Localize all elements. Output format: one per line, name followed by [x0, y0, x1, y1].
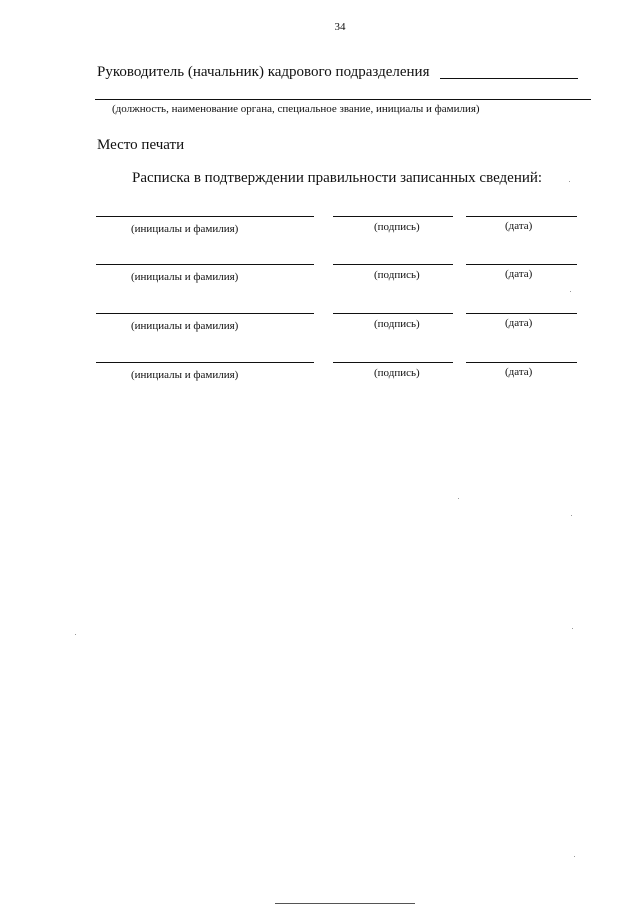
signature-blank-line: [333, 216, 453, 217]
date-caption: (дата): [505, 317, 533, 329]
name-caption: (инициалы и фамилия): [131, 320, 239, 332]
name-blank-line: [96, 216, 314, 217]
signature-caption: (подпись): [374, 221, 420, 233]
name-blank-line: [96, 362, 314, 363]
date-blank-line: [466, 313, 577, 314]
receipt-title: Расписка в подтверждении правильности записанных сведений:: [132, 170, 543, 186]
name-caption: (инициалы и фамилия): [131, 223, 239, 235]
name-caption: (инициалы и фамилия): [131, 271, 239, 283]
signature-row: [0, 264, 640, 294]
scan-speck: [574, 856, 575, 857]
date-blank-line: [466, 362, 577, 363]
position-caption: (должность, наименование органа, специальное звание, инициалы и фамилия): [112, 103, 480, 115]
signature-blank-line: [333, 362, 453, 363]
scan-speck: [570, 291, 571, 292]
head-of-hr-label: Руководитель (начальник) кадрового подразделения: [97, 64, 430, 80]
seal-place-label: Место печати: [97, 137, 185, 153]
signature-row: [0, 362, 640, 392]
scan-speck: [458, 498, 459, 499]
scan-speck: [75, 634, 76, 635]
date-caption: (дата): [505, 366, 533, 378]
scan-speck: [571, 515, 572, 516]
date-blank-line: [466, 264, 577, 265]
date-blank-line: [466, 216, 577, 217]
date-caption: (дата): [505, 220, 533, 232]
date-caption: (дата): [505, 268, 533, 280]
head-of-hr-blank-line: [440, 78, 578, 79]
signature-caption: (подпись): [374, 318, 420, 330]
signature-row: [0, 313, 640, 343]
signature-caption: (подпись): [374, 269, 420, 281]
name-caption: (инициалы и фамилия): [131, 369, 239, 381]
signature-row: [0, 216, 640, 246]
signature-blank-line: [333, 313, 453, 314]
signature-caption: (подпись): [374, 367, 420, 379]
scan-speck: [572, 628, 573, 629]
name-blank-line: [96, 264, 314, 265]
page-bottom-edge-line: [275, 903, 415, 904]
signature-blank-line: [333, 264, 453, 265]
name-blank-line: [96, 313, 314, 314]
page-number: 34: [334, 21, 346, 33]
position-blank-line: [95, 99, 591, 100]
scan-speck: [569, 181, 570, 182]
